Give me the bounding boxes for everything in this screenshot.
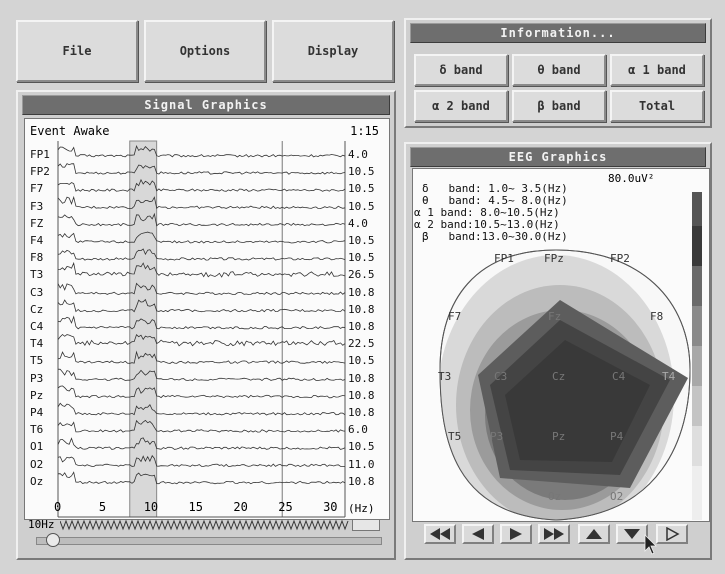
channel-value: 11.0	[348, 457, 375, 471]
channel-value: 4.0	[348, 216, 368, 230]
electrode-c4: C4	[612, 370, 626, 383]
fast-forward-icon	[544, 528, 564, 540]
electrode-t5: T5	[448, 430, 462, 443]
channel-value: 10.5	[348, 251, 375, 265]
channel-name: P3	[30, 371, 44, 385]
electrode-fp1: FP1	[494, 252, 514, 265]
prev-icon	[468, 528, 488, 540]
channel-name: F3	[30, 199, 44, 213]
channel-name: T6	[30, 423, 44, 437]
electrode-fpz: FPz	[544, 252, 564, 265]
electrode-fp2: FP2	[610, 252, 630, 265]
channel-value: 10.8	[348, 302, 375, 316]
channel-name: C3	[30, 285, 44, 299]
scale-label: 80.0uV²	[608, 172, 655, 185]
x-tick-label: 15	[188, 500, 203, 514]
channel-name: P4	[30, 406, 44, 419]
channel-name: Pz	[30, 388, 44, 402]
channel-value: 10.8	[348, 320, 375, 333]
electrode-o2: O2	[610, 490, 624, 503]
next-icon	[506, 528, 526, 540]
electrode-c3: C3	[494, 370, 508, 383]
signal-graphics-title: Signal Graphics	[22, 95, 390, 115]
down-icon	[622, 528, 642, 540]
rewind-button[interactable]	[424, 524, 456, 544]
channel-value: 10.8	[348, 474, 375, 488]
channel-value: 10.5	[348, 199, 375, 213]
channel-value: 10.8	[348, 406, 375, 419]
channel-name: Oz	[30, 474, 44, 488]
options-button[interactable]: Options	[144, 20, 266, 82]
x-tick-label: 0	[54, 500, 62, 514]
theta-band-button[interactable]: θ band	[512, 54, 606, 86]
file-button[interactable]: File	[16, 20, 138, 82]
delta-band-button[interactable]: δ band	[414, 54, 508, 86]
electrode-oz: Oz	[548, 490, 562, 503]
next-button[interactable]	[500, 524, 532, 544]
electrode-t3: T3	[438, 370, 452, 383]
channel-value: 6.0	[348, 423, 368, 437]
channel-value: 10.5	[348, 440, 375, 454]
channel-value: 10.8	[348, 388, 375, 402]
event-label: Event Awake	[30, 124, 110, 138]
electrode-f8: F8	[650, 310, 664, 323]
channel-value: 10.5	[348, 234, 375, 247]
band-line-beta: β band:13.0~30.0(Hz)	[422, 230, 568, 243]
channel-value: 26.5	[348, 268, 375, 282]
channel-name: O2	[30, 457, 44, 471]
play-icon	[662, 527, 682, 541]
channel-name: FP2	[30, 165, 50, 179]
x-tick-label: 5	[98, 500, 107, 514]
channel-value: 22.5	[348, 337, 375, 351]
channel-name: F8	[30, 251, 44, 265]
channel-name: FP1	[30, 148, 50, 161]
x-tick-label: 25	[278, 500, 293, 514]
channel-name: T4	[30, 337, 44, 351]
electrode-fz: Fz	[548, 310, 562, 323]
information-title: Information...	[410, 23, 706, 43]
band-line-theta: θ band: 4.5~ 8.0(Hz)	[422, 194, 568, 207]
channel-name: FZ	[30, 216, 44, 230]
mouse-cursor-icon	[644, 534, 658, 556]
time-label: 1:15	[350, 124, 379, 138]
electrode-cz: Cz	[552, 370, 566, 383]
ref-label: 10Hz	[28, 518, 55, 531]
channel-value: 10.8	[348, 285, 375, 299]
channel-name: C4	[30, 320, 44, 333]
eeg-graphics-title: EEG Graphics	[410, 147, 706, 167]
channel-value: 10.5	[348, 354, 375, 368]
rewind-icon	[430, 528, 450, 540]
x-tick-label: 30	[323, 500, 338, 514]
channel-value: 4.0	[348, 148, 368, 161]
channel-value: 10.8	[348, 371, 375, 385]
up-icon	[584, 528, 604, 540]
band-line-alpha1: α 1 band: 8.0~10.5(Hz)	[414, 206, 560, 219]
alpha2-band-button[interactable]: α 2 band	[414, 90, 508, 122]
channel-name: O1	[30, 440, 44, 454]
channel-name: F7	[30, 182, 44, 196]
electrode-f7: F7	[448, 310, 462, 323]
total-button[interactable]: Total	[610, 90, 704, 122]
display-button[interactable]: Display	[272, 20, 394, 82]
prev-button[interactable]	[462, 524, 494, 544]
channel-name: T3	[30, 268, 44, 282]
beta-band-button[interactable]: β band	[512, 90, 606, 122]
channel-name: Cz	[30, 302, 44, 316]
band-line-alpha2: α 2 band:10.5~13.0(Hz)	[414, 218, 560, 231]
play-button[interactable]	[656, 524, 688, 544]
channel-name: F4	[30, 234, 44, 247]
x-tick-label: 10	[143, 500, 159, 514]
fast-forward-button[interactable]	[538, 524, 570, 544]
band-line-delta: δ band: 1.0~ 3.5(Hz)	[422, 182, 568, 195]
alpha1-band-button[interactable]: α 1 band	[610, 54, 704, 86]
up-button[interactable]	[578, 524, 610, 544]
channel-value: 10.5	[348, 165, 375, 179]
electrode-p4: P4	[610, 430, 624, 443]
electrode-t4: T4	[662, 370, 676, 383]
x-unit-label: (Hz)	[348, 502, 375, 515]
channel-value: 10.5	[348, 182, 375, 196]
x-tick-label: 20	[233, 500, 248, 514]
electrode-p3: P3	[490, 430, 504, 443]
electrode-pz: Pz	[552, 430, 566, 443]
channel-name: T5	[30, 354, 44, 368]
